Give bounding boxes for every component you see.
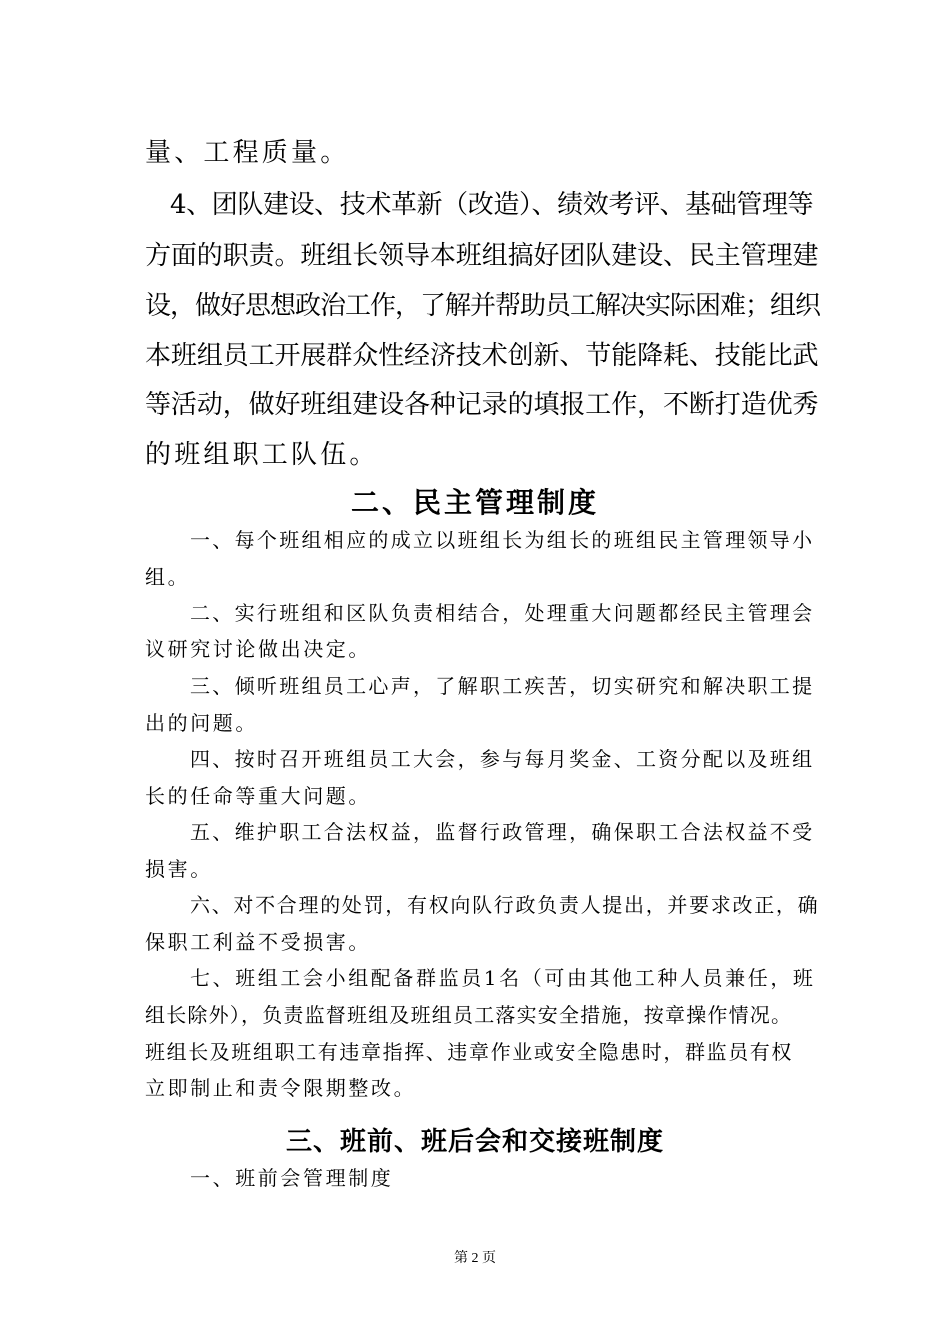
body-line: 等活动，做好班组建设各种记录的填报工作，不断打造优秀 — [145, 390, 819, 420]
body-line: 出的问题。 — [145, 711, 258, 735]
body-line: 班组长及班组职工有违章指挥、违章作业或安全隐患时，群监员有权 — [145, 1040, 793, 1064]
body-line: 二、实行班组和区队负责相结合，处理重大问题都经民主管理会 — [190, 601, 815, 625]
section-heading-shift-meetings: 三、班前、班后会和交接班制度 — [285, 1127, 664, 1157]
body-line: 4、团队建设、技术革新（改造）、绩效考评、基础管理等 — [170, 190, 814, 220]
body-line: 三、倾听班组员工心声，了解职工疾苦，切实研究和解决职工提 — [190, 674, 815, 698]
page-number: 第 2 页 — [454, 1251, 496, 1266]
body-line: 保职工利益不受损害。 — [145, 930, 371, 954]
body-line: 本班组员工开展群众性经济技术创新、节能降耗、技能比武 — [145, 341, 819, 371]
body-line: 立即制止和责令限期整改。 — [145, 1076, 417, 1100]
body-line: 损害。 — [145, 857, 213, 881]
body-line: 一、每个班组相应的成立以班组长为组长的班组民主管理领导小 — [190, 528, 815, 552]
body-line: 方面的职责。班组长领导本班组搞好团队建设、民主管理建 — [145, 241, 819, 271]
body-line: 六、对不合理的处罚，有权向队行政负责人提出，并要求改正，确 — [190, 893, 820, 917]
body-line: 七、班组工会小组配备群监员1名（可由其他工种人员兼任，班 — [190, 966, 816, 990]
body-line: 组长除外），负责监督班组及班组员工落实安全措施，按章操作情况。 — [145, 1003, 793, 1027]
body-line: 五、维护职工合法权益，监督行政管理，确保职工合法权益不受 — [190, 820, 815, 844]
body-line: 一、班前会管理制度 — [190, 1166, 394, 1190]
body-line: 四、按时召开班组员工大会，参与每月奖金、工资分配以及班组 — [190, 747, 815, 771]
body-line: 议研究讨论做出决定。 — [145, 637, 371, 661]
body-line: 的班组职工队伍。 — [145, 440, 379, 470]
body-line: 量、工程质量。 — [145, 138, 350, 168]
body-line: 设，做好思想政治工作，了解并帮助员工解决实际困难；组织 — [145, 291, 821, 321]
section-heading-democratic-management: 二、民主管理制度 — [350, 486, 599, 519]
body-line: 长的任命等重大问题。 — [145, 784, 371, 808]
body-line: 组。 — [145, 565, 191, 589]
